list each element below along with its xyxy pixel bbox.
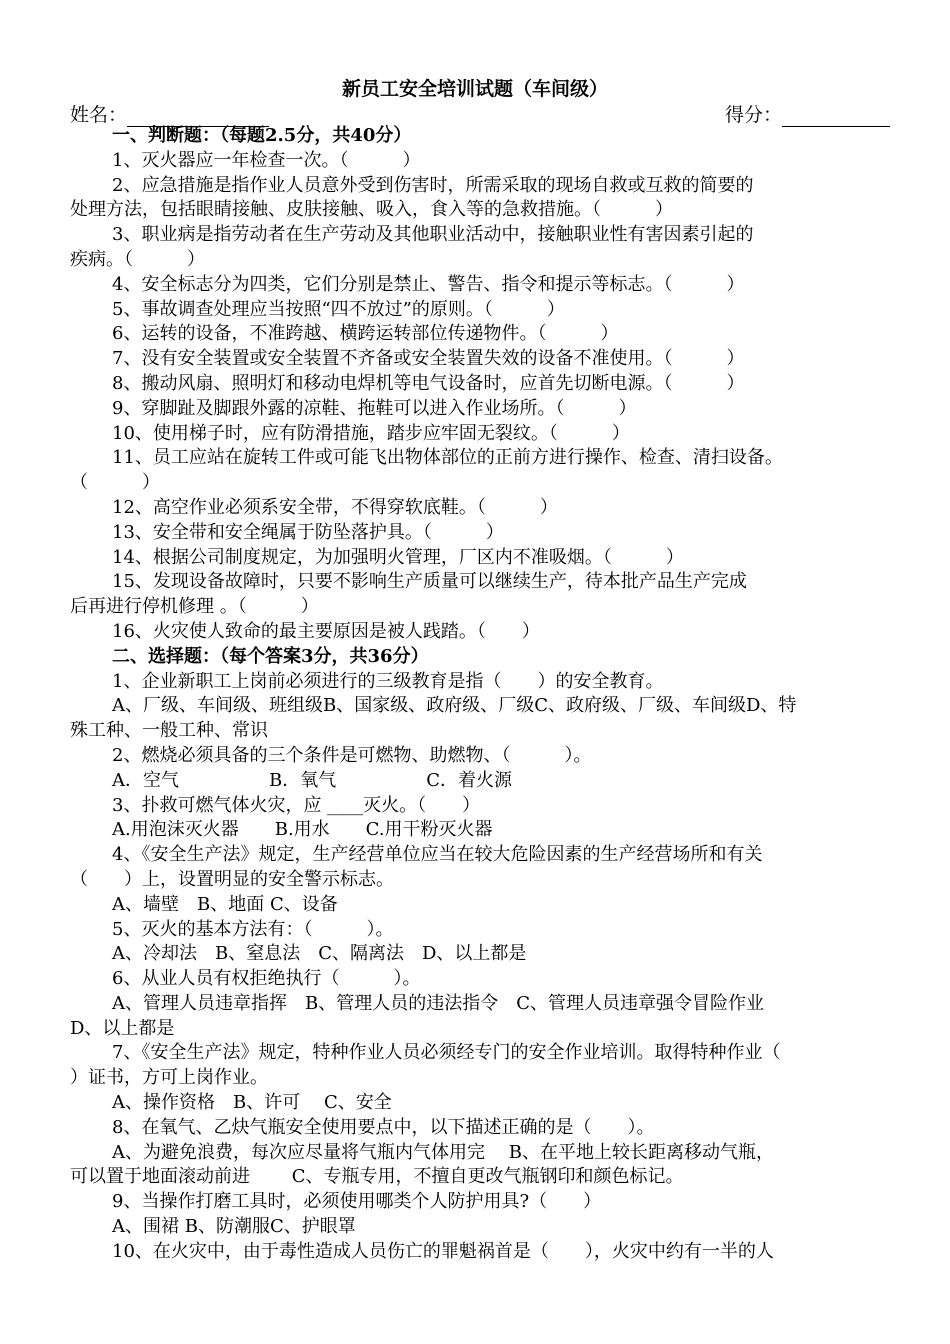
question-line: A．空气 B．氧气 C．着火源 [112, 769, 512, 791]
question-line: 10、在火灾中，由于毒性造成人员伤亡的罪魁祸首是（ ），火灾中约有一半的人 [112, 1240, 774, 1262]
question-line: 5、灭火的基本方法有：（ ）。 [112, 918, 394, 940]
section-heading: 二、选择题：（每个答案3分，共36分） [112, 645, 429, 667]
question-line: 13、安全带和安全绳属于防坠落护具。（ ） [112, 521, 504, 543]
question-line: 7、没有安全装置或安全装置不齐备或安全装置失效的设备不准使用。（ ） [112, 348, 745, 370]
question-line: A、围裙 B、防潮服C、护眼罩 [112, 1216, 356, 1238]
question-line: 4、《安全生产法》规定，生产经营单位应当在较大危险因素的生产经营场所和有关 [112, 844, 763, 866]
score-group [725, 100, 890, 127]
question-line: A、冷却法 B、窒息法 C、隔离法 D、以上都是 [112, 943, 527, 965]
question-line: 1、企业新职工上岗前必须进行的三级教育是指（ ）的安全教育。 [112, 670, 664, 692]
question-line: 6、从业人员有权拒绝执行（ ）。 [112, 968, 421, 990]
question-line: 2、应急措施是指作业人员意外受到伤害时，所需采取的现场自救或互救的简要的 [112, 174, 754, 196]
question-line: 8、在氧气、乙炔气瓶安全使用要点中，以下描述正确的是（ ）。 [112, 1116, 655, 1138]
question-line: 处理方法，包括眼睛接触、皮肤接触、吸入，食入等的急救措施。（ ） [70, 199, 673, 221]
question-line: 殊工种、一般工种、常识 [70, 720, 268, 742]
question-line: A、为避免浪费，每次应尽量将气瓶内气体用完 B、在平地上较长距离移动气瓶， [112, 1141, 774, 1163]
question-line: 疾病。（ ） [70, 248, 205, 270]
question-line: 3、职业病是指劳动者在生产劳动及其他职业活动中，接触职业性有害因素引起的 [112, 224, 754, 246]
question-line: ）证书，方可上岗作业。 [70, 1067, 268, 1089]
question-line: 3、扑救可燃气体火灾，应 ____灭火。（ ） [112, 794, 481, 816]
question-line: A、厂级、车间级、班组级B、国家级、政府级、厂级C、政府级、厂级、车间级D、特 [112, 695, 797, 717]
question-line: A、管理人员违章指挥 B、管理人员的违法指令 C、管理人员违章强令冒险作业 [112, 992, 764, 1014]
question-line: 9、当操作打磨工具时，必须使用哪类个人防护用具?（ ） [112, 1191, 602, 1213]
exam-title: 新员工安全培训试题（车间级） [341, 78, 608, 100]
question-line: 2、燃烧必须具备的三个条件是可燃物、助燃物、（ ）。 [112, 744, 592, 766]
question-line: A、操作资格 B、许可 C、安全 [112, 1092, 392, 1114]
question-line: 6、运转的设备，不准跨越、横跨运转部位传递物件。（ ） [112, 323, 619, 345]
question-line: 15、发现设备故障时，只要不影响生产质量可以继续生产，待本批产品生产完成 [112, 571, 747, 593]
question-line: （ ）上，设置明显的安全警示标志。 [70, 868, 394, 890]
question-line: D、以上都是 [70, 1017, 175, 1039]
section-heading: 一、判断题：（每题2.5分，共40分） [112, 125, 412, 146]
score-label: 得分： [724, 104, 782, 126]
question-line: （ ） [70, 472, 160, 494]
question-line: 可以置于地面滚动前进 C、专瓶专用，不擅自更改气瓶钢印和颜色标记。 [70, 1166, 684, 1188]
question-line: A.用泡沫灭火器 B.用水 C.用干粉灭火器 [112, 819, 493, 841]
question-line: 16、火灾使人致命的最主要原因是被人践踏。（ ） [112, 620, 540, 642]
question-body [70, 124, 910, 1265]
question-line: 8、搬动风扇、照明灯和移动电焊机等电气设备时，应首先切断电源。（ ） [112, 372, 745, 394]
question-line: 5、事故调查处理应当按照“四不放过”的原则。（ ） [112, 298, 565, 320]
name-label: 姓名： [70, 104, 128, 126]
question-line: 7、《安全生产法》规定，特种作业人员必须经专门的安全作业培训。取得特种作业（ [112, 1042, 781, 1064]
question-line: A、墙壁 B、地面 C、设备 [112, 893, 338, 915]
question-line: 后再进行停机修理 。（ ） [70, 596, 319, 618]
question-line: 9、穿脚趾及脚跟外露的凉鞋、拖鞋可以进入作业场所。（ ） [112, 397, 637, 419]
question-line: 14、根据公司制度规定，为加强明火管理，厂区内不准吸烟。（ ） [112, 546, 684, 568]
name-score-row [70, 100, 890, 124]
question-line: 4、安全标志分为四类，它们分别是禁止、警告、指令和提示等标志。（ ） [112, 273, 745, 295]
question-line: 11、员工应站在旋转工件或可能飞出物体部位的正前方进行操作、检查、清扫设备。 [112, 447, 783, 469]
question-line: 1、灭火器应一年检查一次。（ ） [112, 149, 421, 171]
question-line: 12、高空作业必须系安全带，不得穿软底鞋。（ ） [112, 496, 558, 518]
question-line: 10、使用梯子时，应有防滑措施，踏步应牢固无裂纹。（ ） [112, 422, 630, 444]
